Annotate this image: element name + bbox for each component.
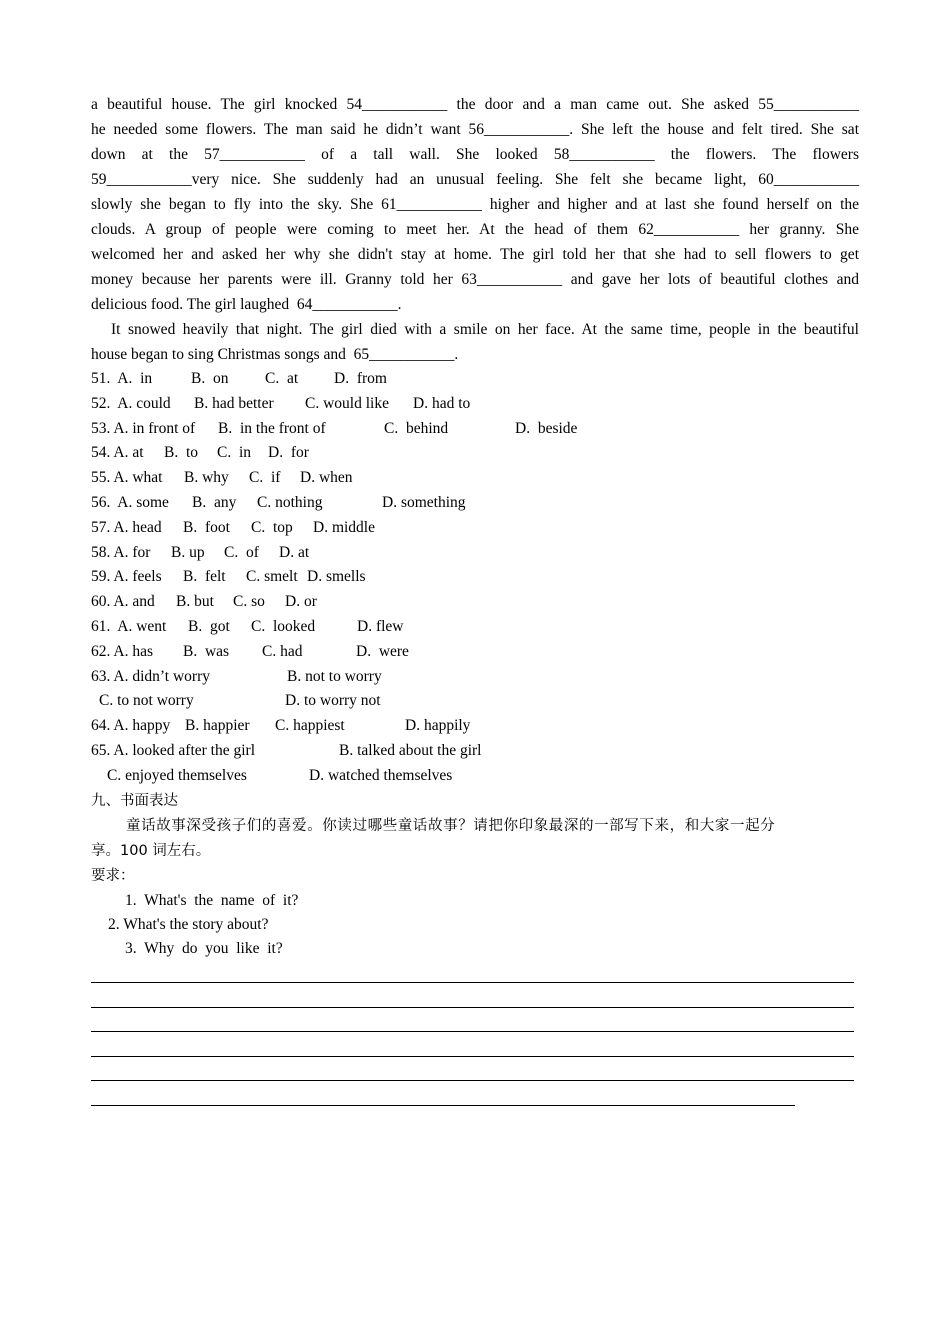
answer-line[interactable] — [91, 1085, 859, 1110]
option-b: B. in the front of — [218, 419, 326, 437]
requirement-item: 2. What's the story about? — [108, 915, 269, 933]
option-row-65a — [91, 739, 859, 764]
passage-line: welcomed her and asked her why she didn't stay at home. The girl told her that she had to sell flowers to get — [91, 246, 859, 263]
option-d: D. happily — [405, 717, 471, 735]
option-b: B. foot — [183, 518, 230, 536]
option-c: C. of — [224, 543, 259, 561]
option-d: D. were — [356, 642, 409, 660]
option-row-55 — [91, 466, 859, 491]
option-a: 52. A. could — [91, 394, 171, 412]
answer-line[interactable] — [91, 1012, 859, 1037]
option-b: B. why — [184, 469, 229, 487]
option-c: C. to not worry — [99, 692, 194, 710]
option-c: C. at — [265, 370, 299, 387]
writing-prompt-cont: 享。100 词左右。 — [91, 842, 211, 859]
option-a: 62. A. has — [91, 642, 153, 660]
option-a: 51. A. in — [91, 370, 153, 387]
option-row-57 — [91, 516, 859, 541]
option-d: D. for — [268, 444, 309, 462]
option-a: 55. A. what — [91, 469, 163, 487]
option-b: B. had better — [194, 394, 274, 412]
option-a: 64. A. happy — [91, 717, 171, 735]
option-b: B. got — [188, 617, 230, 635]
option-d: D. to worry not — [285, 692, 381, 710]
option-b: B. up — [171, 543, 205, 561]
option-d: D. or — [285, 593, 317, 611]
passage-line: down at the 57___________ of a tall wall. She looked 58___________ the flowers. The flowers — [91, 146, 859, 163]
option-d: D. when — [300, 469, 353, 487]
option-c: C. had — [262, 642, 303, 660]
passage-line: money because her parents were ill. Granny told her 63___________ and gave her lots of beautiful clothes and — [91, 271, 859, 288]
passage-line: clouds. A group of people were coming to meet her. At the head of them 62___________ her granny. She — [91, 221, 859, 238]
option-c: C. if — [249, 469, 281, 487]
option-row-60 — [91, 590, 859, 615]
option-d: D. smells — [307, 568, 366, 586]
option-d: D. watched themselves — [309, 766, 453, 784]
options-list — [91, 367, 859, 789]
option-c: C. enjoyed themselves — [107, 766, 247, 784]
option-row-62 — [91, 640, 859, 665]
option-b: B. not to worry — [287, 667, 382, 685]
option-row-58 — [91, 541, 859, 566]
option-b: B. happier — [185, 717, 250, 735]
option-row-61 — [91, 615, 859, 640]
option-row-63b — [91, 689, 859, 714]
option-row-59 — [91, 565, 859, 590]
option-c: C. behind — [384, 419, 449, 437]
passage-line: he needed some flowers. The man said he didn’t want 56___________. She left the house and felt tired. She sat — [91, 121, 859, 138]
answer-line[interactable] — [91, 987, 859, 1012]
requirement-item: 3. Why do you like it? — [125, 939, 283, 957]
option-c: C. in — [217, 444, 252, 462]
requirements-label: 要求： — [91, 867, 135, 884]
option-row-51 — [91, 367, 859, 392]
option-a: 58. A. for — [91, 543, 151, 561]
option-b: B. on — [191, 370, 229, 387]
option-b: B. any — [192, 493, 237, 511]
option-a: 54. A. at — [91, 444, 144, 462]
option-c: C. so — [233, 593, 265, 611]
option-row-53 — [91, 417, 859, 442]
passage-line: delicious food. The girl laughed 64___________. — [91, 296, 402, 313]
option-a: 56. A. some — [91, 493, 169, 511]
option-c: C. nothing — [257, 493, 323, 511]
option-b: B. to — [164, 444, 199, 462]
passage-line: It snowed heavily that night. The girl died with a smile on her face. At the same time, people in the beautiful — [111, 321, 859, 338]
option-a: 63. A. didn’t worry — [91, 667, 210, 685]
option-row-63a — [91, 665, 859, 690]
option-a: 61. A. went — [91, 617, 167, 635]
passage-line: house began to sing Christmas songs and 65___________. — [91, 346, 459, 363]
option-d: D. at — [279, 543, 310, 561]
option-row-56 — [91, 491, 859, 516]
section-title: 九、书面表达 — [91, 792, 178, 809]
option-d: D. flew — [357, 617, 404, 635]
cloze-passage — [91, 92, 859, 367]
writing-prompt: 童话故事深受孩子们的喜爱。你读过哪些童话故事？请把你印象最深的一部写下来，和大家一起分 — [126, 817, 776, 834]
option-c: C. top — [251, 518, 293, 536]
option-b: B. felt — [183, 568, 226, 586]
answer-lines — [91, 963, 859, 1110]
option-c: C. smelt — [246, 568, 298, 586]
passage-line: a beautiful house. The girl knocked 54___________ the door and a man came out. She asked 55___________ — [91, 96, 859, 113]
option-a: 60. A. and — [91, 593, 155, 611]
option-a: 59. A. feels — [91, 568, 162, 586]
option-d: D. from — [334, 370, 387, 387]
answer-line[interactable] — [91, 1036, 859, 1061]
option-row-52 — [91, 392, 859, 417]
passage-line: slowly she began to fly into the sky. She 61___________ higher and higher and at last she found herself on the — [91, 196, 859, 213]
option-a: 57. A. head — [91, 518, 162, 536]
requirement-item: 1. What's the name of it? — [125, 891, 299, 909]
exam-page — [91, 92, 859, 1110]
option-c: C. would like — [305, 394, 389, 412]
option-a: 65. A. looked after the girl — [91, 741, 255, 759]
option-b: B. but — [176, 593, 214, 611]
option-row-54 — [91, 441, 859, 466]
passage-line: 59___________very nice. She suddenly had an unusual feeling. She felt she became light, 60___________ — [91, 171, 859, 188]
answer-line[interactable] — [91, 963, 859, 988]
option-b: B. talked about the girl — [339, 741, 482, 759]
option-b: B. was — [183, 642, 230, 660]
option-c: C. happiest — [275, 717, 345, 735]
answer-line[interactable] — [91, 1061, 859, 1086]
option-row-64 — [91, 714, 859, 739]
option-d: D. something — [382, 493, 466, 511]
option-d: D. middle — [313, 518, 375, 536]
option-row-65b — [91, 764, 859, 789]
option-a: 53. A. in front of — [91, 419, 196, 437]
option-d: D. beside — [515, 419, 578, 437]
writing-section — [91, 789, 859, 1110]
option-c: C. looked — [251, 617, 316, 635]
option-d: D. had to — [413, 394, 471, 412]
